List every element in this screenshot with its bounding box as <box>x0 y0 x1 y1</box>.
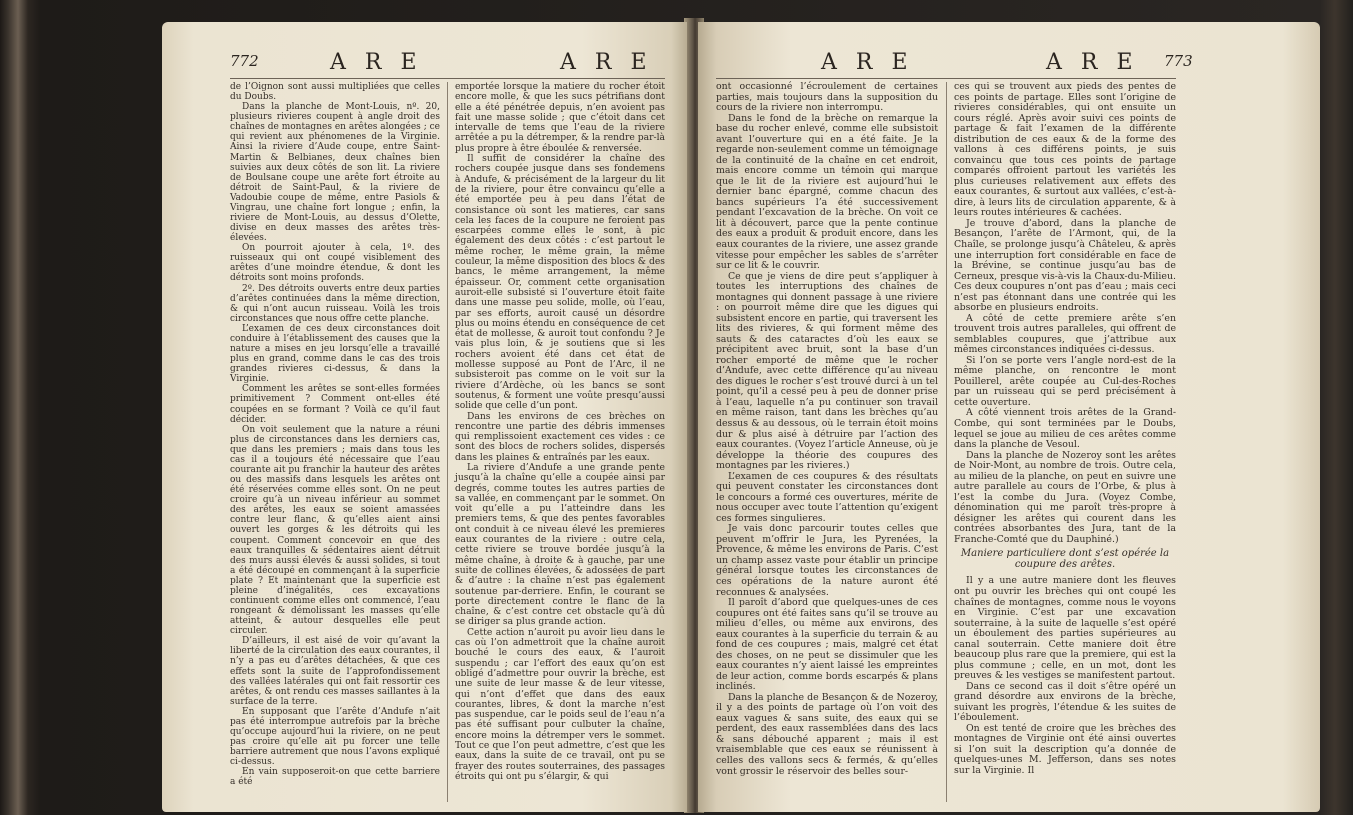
paragraph: Dans la planche de Nozeroy sont les arêtes de Noir-Mont, au nombre de trois. Outre cela, au milieu de la planche, on peut en suivre une autre parallele au cours de l’Orbe, & plus à l’est la combe du Jura. (Voyez Combe, dénomination qui me paroît très-propre à désigner les arêtes qui courent dans les contrées absorbantes des Jura, tant de la Franche-Comté que du Dauphiné.) <box>954 449 1176 545</box>
paragraph: Il suffit de considérer la chaîne des rochers coupée jusque dans ses fondemens à Andufe, & précisément de la largeur du lit de la riviere, pour être convaincu qu’elle a été emportée peu à peu dans l’état de consistance où sont les matieres, car sans cela les faces de la coupure ne feroient pas escarpées comme elles le sont, à pic également des deux côtés : c’est partout le même rocher, le même grain, la même couleur, la même disposition des blocs & des bancs, le même arrangement, la même épaisseur. Or, comment cette organisation auroit-elle subsisté si l’ouverture étoit faite dans une masse peu solide, molle, où l’eau, par ses efforts, auroit causé un désordre plus ou moins étendu en conséquence de cet état de mollesse, & auroit tout confondu ? Je vais plus loin, & je soutiens que si les rochers avoient été dans cet état de mollesse supposé au Pont de l’Arc, il ne subsisteroit pas comme on le voit sur la riviere d’Ardèche, où les bancs se sont soutenus, & forment une voûte presqu’aussi solide que celle d’un pont. <box>455 153 665 412</box>
paragraph: En supposant que l’arête d’Andufe n’ait pas été interrompue autrefois par la brèche qu’occupe aujourd’hui la riviere, on ne peut pas croire qu’elle ait pu forcer une telle barriere autrement que nous l’avons expliqué ci-dessus. <box>230 706 440 768</box>
right-page-number: 773 <box>1164 52 1193 70</box>
paragraph: On pourroit ajouter à cela, 1º. des ruisseaux qui ont coupé visiblement des arêtes d’une moindre étendue, & dont les détroits sont moins profonds. <box>230 243 440 284</box>
left-page <box>162 22 687 812</box>
paragraph: Je trouve d’abord, dans la planche de Besançon, l’arête de l’Armont, qui, de la Chaîle, se prolonge jusqu’à Châteleu, & après une interruption fort considérable en face de la Brévine, se continue jusqu’au bas de Cerneux, presque vis-à-vis la Chaux-du-Milieu. Ces deux coupures n’ont pas d’eau ; mais ceci n’est pas étonnant dans une contrée qui les absorbe en plusieurs endroits. <box>954 217 1176 314</box>
paragraph: A côté viennent trois arêtes de la Grand-Combe, qui sont terminées par le Doubs, lequel se joue au milieu de ces arêtes comme dans la planche de Vesoul. <box>954 407 1176 451</box>
right-column-1 <box>716 82 938 777</box>
left-page-number: 772 <box>230 52 259 70</box>
paragraph: de l’Oignon sont aussi multipliées que celles du Doubs. <box>230 82 440 103</box>
paragraph: A côté de cette premiere arête s’en trouvent trois autres paralleles, qui offrent de semblables coupures, que j’attribue aux mêmes circonstances indiquées ci-dessus. <box>954 312 1176 356</box>
paragraph: Dans ce second cas il doit s’être opéré un grand désordre aux environs de la brèche, suivant les progrès, l’étendue & les suites de l’éboulement. <box>954 680 1176 724</box>
paragraph: Dans la planche de Besançon & de Nozeroy, il y a des points de partage où l’on voit des eaux vagues & sans suite, des eaux qui se perdent, des eaux rassemblées dans des lacs & sans débouché apparent ; mais il est vraisemblable que ces eaux se réunissent à celles des vallons secs & fermés, & qu’elles vont grossir le réservoir des belles sour- <box>716 691 938 777</box>
paragraph: Dans le fond de la brèche on remarque la base du rocher enlevé, comme elle subsistoit avant l’ouverture qui en a été faite. Je la regarde non-seulement comme un témoignage de la continuité de la chaîne en cet endroit, mais encore comme un témoin qui marque que le lit de la riviere est aujourd’hui le dernier banc épargné, comme chacun des bancs supérieurs l’a été successivement pendant l’excavation de la brèche. On voit ce lit à découvert, parce que la pente continue des eaux a produit & produit encore, dans les eaux courantes de la riviere, une assez grande vitesse pour empêcher les sables de s’arrêter sur ce lit & le couvrir. <box>716 112 938 272</box>
left-column-divider <box>447 82 448 802</box>
paragraph: Il y a une autre maniere dont les fleuves ont pu ouvrir les brèches qui ont coupé les chaînes de montagnes, comme nous le voyons en Virginie. C’est par une excavation souterraine, à la suite de laquelle s’est opéré un éboulement des parties supérieures au canal souterrain. Cette maniere doit être beaucoup plus rare que la premiere, qui est la plus commune ; celle, en un mot, dont les preuves & les vestiges se manifestent partout. <box>954 575 1176 682</box>
right-header-word-2: A R E <box>1046 50 1139 75</box>
paragraph: Cette action n’auroit pu avoir lieu dans le cas où l’on admettroit que la chaîne auroit bouché le cours des eaux, & l’auroit suspendu ; car l’effort des eaux qu’on est obligé d’admettre pour ouvrir la brèche, est une suite de leur masse & de leur vitesse, qui n’ont d’effet que dans des eaux courantes, libres, & dont la marche n’est pas suspendue, car le poids seul de l’eau n’a pas été suffisant pour culbuter la chaîne, encore moins la détremper vers le sommet. Tout ce que l’on peut admettre, c’est que les eaux, dans la suite de ce travail, ont pu se frayer des routes souterraines, des passages étroits qui ont pu s’élargir, & qui <box>455 626 665 782</box>
paragraph: Comment les arêtes se sont-elles formées primitivement ? Comment ont-elles été coupées en se formant ? Voilà ce qu’il faut décider. <box>230 384 440 425</box>
paragraph: 2º. Des détroits ouverts entre deux parties d’arêtes continuées dans la même direction, & qui n’ont aucun ruisseau. Voilà les trois circonstances que nous offre cette planche. <box>230 283 440 324</box>
paragraph: L’examen de ces coupures & des résultats qui peuvent constater les circonstances dont le concours a formé ces ouvertures, mérite de nous occuper avec toute l’attention qu’exigent ces formes singulieres. <box>716 470 938 524</box>
paragraph: emportée lorsque la matiere du rocher étoit encore molle, & que les sucs pétrifians dont elle a été pénétrée depuis, n’en avoient pas fait une masse solide ; que c’étoit dans cet intervalle de tems que l’eau de la riviere arrêtée a pu la détremper, & la rendre par-là plus propre à être éboulée & renversée. <box>455 81 665 154</box>
paragraph: En vain supposeroit-on que cette barriere a été <box>230 767 440 788</box>
paragraph: L’examen de ces deux circonstances doit conduire à l’établissement des causes que la nature a mises en jeu lorsqu’elle a travaillé plus en grand, comme dans le cas des trois grandes rivieres ci-dessus, & dans la Virginie. <box>230 323 440 385</box>
paragraph: ces qui se trouvent aux pieds des pentes de ces points de partage. Elles sont l’origine de rivieres considérables, qui ont ensuite un cours réglé. Après avoir suivi ces points de partage & fait l’examen de la différente distribution de ces eaux & de la forme des vallons à ces différens points, je suis convaincu que tous ces points de partage comparés offroient partout les variétés les plus curieuses relativement aux effets des eaux courantes, & surtout aux vallées, c’est-à-dire, à leurs lits de circulation apparente, & à leurs routes intérieures & cachées. <box>954 81 1176 219</box>
paragraph: Si l’on se porte vers l’angle nord-est de la même planche, on rencontre le mont Pouillerel, arête coupée au Cul-des-Roches par un ruisseau qui se perd précisément à cette ouverture. <box>954 354 1176 408</box>
right-header-rule <box>716 78 1176 79</box>
left-column-1 <box>230 82 440 787</box>
left-column-2 <box>455 82 665 782</box>
paragraph: On est tenté de croire que les brèches des montagnes de Virginie ont été ainsi ouvertes si l’on suit la description qu’a donnée de quelques-unes M. Jefferson, dans ses notes sur la Virginie. Il <box>954 722 1176 776</box>
paragraph: Il paroît d’abord que quelques-unes de ces coupures ont été faites sans qu’il se trouve au milieu d’elles, ou même aux environs, des eaux courantes à la superficie du terrain & au fond de ces coupures ; mais, malgré cet état des choses, on ne peut se dissimuler que les eaux courantes n’y aient laissé les empreintes de leur action, comme bords escarpés & plans inclinés. <box>716 597 938 693</box>
paragraph: D’ailleurs, il est aisé de voir qu’avant la liberté de la circulation des eaux courantes, il n’y a pas eu d’arêtes détachées, & que ces effets sont la suite de l’approfondissement des vallées latérales qui ont fait ressortir ces arêtes, & ont rendu ces masses saillantes à la surface de la terre. <box>230 636 440 707</box>
right-column-divider <box>946 82 947 802</box>
left-header-rule <box>230 78 665 79</box>
paragraph: Je vais donc parcourir toutes celles que peuvent m’offrir le Jura, les Pyrenées, la Provence, & même les environs de Paris. C’est un champ assez vaste pour établir un principe général lorsque toutes les circonstances de ces opérations de la nature auront été reconnues & analysées. <box>716 523 938 598</box>
paragraph: Maniere particuliere dont s’est opérée la coupure des arêtes. <box>960 548 1170 570</box>
paragraph: ont occasionné l’écroulement de certaines parties, mais toujours dans la supposition du cours de la riviere non interrompu. <box>716 81 938 114</box>
paragraph: Dans les environs de ces brèches on rencontre une partie des débris immenses qui remplissoient exactement ces vides : ce sont des blocs de rochers solides, dispersés dans les plaines & entraînés par les eaux. <box>455 410 665 463</box>
paragraph: La riviere d’Andufe a une grande pente jusqu’à la chaîne qu’elle a coupée ainsi par degrés, comme toutes les autres parties de sa vallée, en commençant par le sommet. On voit qu’elle a pu l’atteindre dans les premiers tems, & que des pentes favorables ont conduit à ce niveau élevé les premieres eaux courantes de la riviere : outre cela, cette riviere se trouve bordée jusqu’à la même chaîne, à droite & à gauche, par une suite de collines élevées, & adossées de part & d’autre : la chaîne n’est pas également soutenue par-derriere. Enfin, le courant se porte directement contre le flanc de la chaîne, & c’est contre cet obstacle qu’à dû se diriger sa plus grande action. <box>455 461 665 628</box>
right-column-2 <box>954 82 1176 777</box>
left-header-word-1: A R E <box>330 50 423 75</box>
right-header-word-1: A R E <box>821 50 914 75</box>
paragraph: On voit seulement que la nature a réuni plus de circonstances dans les derniers cas, que dans les premiers ; mais dans tous les cas il a toujours été nécessaire que l’eau courante ait pu franchir la hauteur des arêtes ou des massifs dans lesquels les arêtes ont été réservées comme elles sont. On ne peut croire qu’à un niveau inférieur au sommet des arêtes, les eaux se soient amassées contre leur flanc, & qu’elles aient ainsi ouvert les gorges & les détroits qui les coupent. Comment concevoir en que des eaux tranquilles & sédentaires aient détruit des murs aussi élevés & aussi solides, si tout a été découpé en commençant à la superficie plate ? Et maintenant que la superficie est pleine d’inégalités, ces excavations continuent comme elles ont commencé, l’eau rongeant & démolissant les masses qu’elle atteint, & autour desquelles elle peut circuler. <box>230 424 440 637</box>
paragraph: Ce que je viens de dire peut s’appliquer à toutes les interruptions des chaînes de montagnes qui donnent passage à une riviere : on pourroit même dire que les digues qui subsistent encore en partie, qui traversent les lits des rivieres, & qui forment même des sauts & des cataractes d’où les eaux se précipitent avec bruit, sont la base d’un rocher emporté de même que le rocher d’Andufe, avec cette différence qu’au niveau des digues le rocher s’est trouvé durci à un tel point, qu’il a cessé peu à peu de donner prise à l’eau, laquelle n’a pu continuer son travail en même raison, tant dans les brèches qu’au dessus & au dessous, où le terrain étoit moins dur & plus aisé à détruire par l’action des eaux courantes. (Voyez l’article Anneuse, où je développe la théorie des coupures des montagnes par les rivieres.) <box>716 270 939 472</box>
paragraph: Dans la planche de Mont-Louis, nº. 20, plusieurs rivieres coupent à angle droit des chaînes de montagnes en arêtes alongées ; ce qui revient aux phénomenes de la Virginie. Ainsi la riviere d’Aude coupe, entre Saint-Martin & Belbianes, deux chaînes bien suivies aux deux côtés de son lit. La riviere de Boulsane coupe une arête fort étroite au détroit de Saint-Paul, & la riviere de Vadoubie coupe de même, entre Pasiols & Vingrau, une chaîne fort longue ; enfin, la riviere de Mont-Louis, au dessus d’Olette, divise en deux masses des arêtes très-élevées. <box>230 102 440 244</box>
right-page <box>698 22 1320 812</box>
left-header-word-2: A R E <box>560 50 653 75</box>
